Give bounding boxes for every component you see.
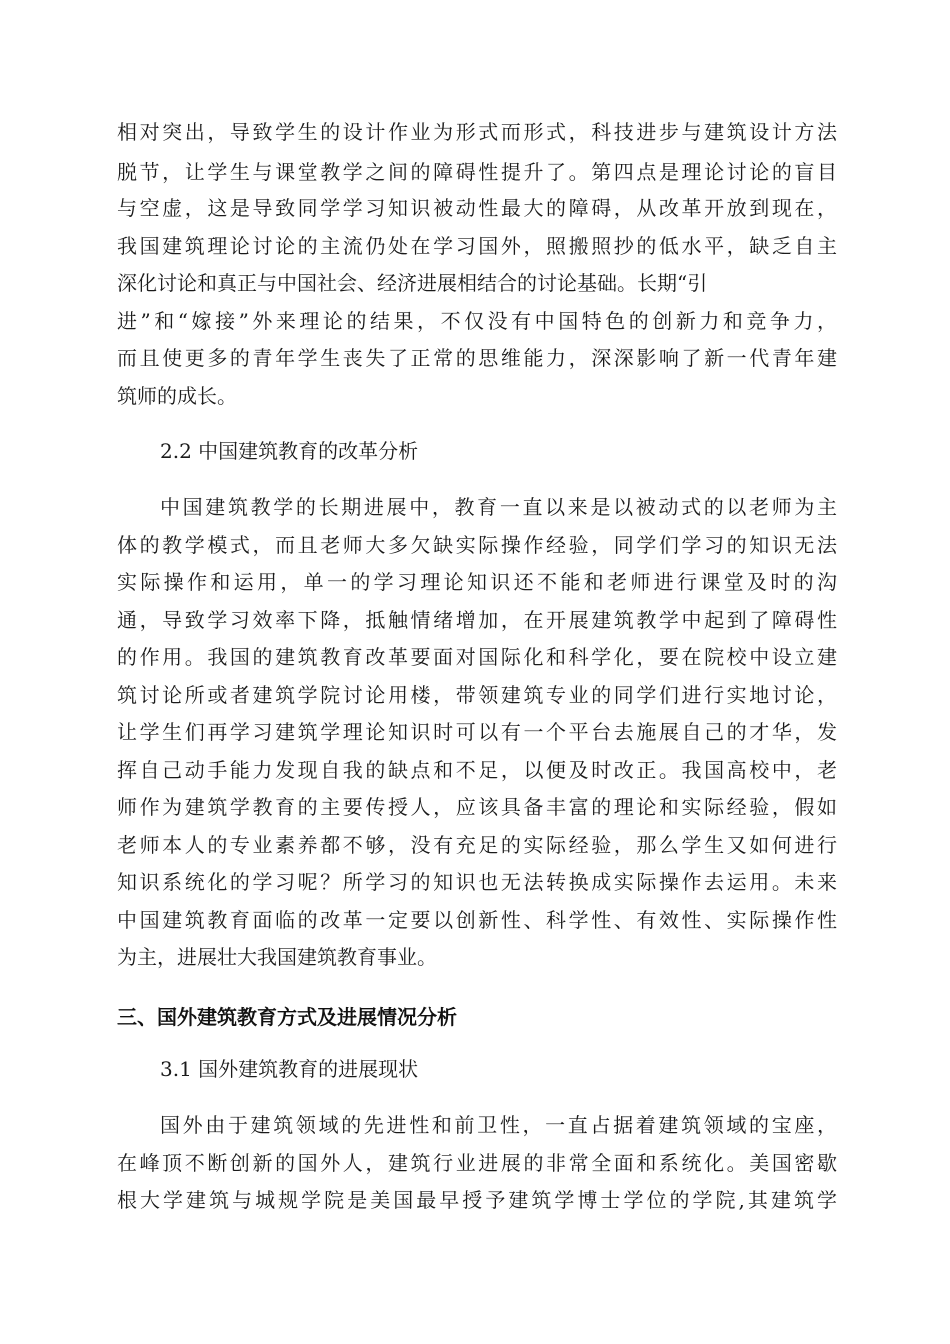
- text-line: 挥自己动手能力发现自我的缺点和不足，以便及时改正。我国高校中，老: [117, 758, 837, 782]
- text-line: 根大学建筑与城规学院是美国最早授予建筑学博士学位的学院,其建筑学: [117, 1188, 837, 1212]
- text-line: 老师本人的专业素养都不够，没有充足的实际经验，那么学生又如何进行: [117, 833, 837, 857]
- text-line: 的作用。我国的建筑教育改革要面对国际化和科学化，要在院校中设立建: [117, 645, 837, 669]
- text-line: 相对突出，导致学生的设计作业为形式而形式，科技进步与建筑设计方法: [117, 120, 837, 144]
- text-line: 进”和“嫁接”外来理论的结果，不仅没有中国特色的创新力和竞争力，: [117, 309, 837, 333]
- section-3-title: 三、国外建筑教育方式及进展情况分析: [117, 1005, 457, 1029]
- text-line: 深化讨论和真正与中国社会、经济进展相结合的讨论基础。长期“引: [117, 271, 708, 295]
- text-line: 在峰顶不断创新的国外人，建筑行业进展的非常全面和系统化。美国密歇: [117, 1151, 837, 1175]
- text-line: 为主，进展壮大我国建筑教育事业。: [117, 945, 437, 969]
- text-line: 通，导致学习效率下降，抵触情绪增加，在开展建筑教学中起到了障碍性: [117, 608, 837, 632]
- subheading-3-1: 3.1 国外建筑教育的进展现状: [160, 1057, 419, 1081]
- text-line: 而且使更多的青年学生丧失了正常的思维能力，深深影响了新一代青年建: [117, 346, 837, 370]
- text-line: 实际操作和运用，单一的学习理论知识还不能和老师进行课堂及时的沟: [117, 570, 837, 594]
- text-line: 知识系统化的学习呢？所学习的知识也无法转换成实际操作去运用。未来: [117, 870, 837, 894]
- subheading-2-2: 2.2 中国建筑教育的改革分析: [160, 439, 419, 463]
- text-line: 筑讨论所或者建筑学院讨论用楼，带领建筑专业的同学们进行实地讨论，: [117, 683, 837, 707]
- text-line: 脱节，让学生与课堂教学之间的障碍性提升了。第四点是理论讨论的盲目: [117, 160, 837, 184]
- text-line: 中国建筑教育面临的改革一定要以创新性、科学性、有效性、实际操作性: [117, 908, 837, 932]
- text-line: 与空虚，这是导致同学学习知识被动性最大的障碍，从改革开放到现在，: [117, 196, 837, 220]
- text-line: 我国建筑理论讨论的主流仍处在学习国外，照搬照抄的低水平，缺乏自主: [117, 234, 837, 258]
- text-line: 国外由于建筑领域的先进性和前卫性，一直占据着建筑领域的宝座，: [160, 1113, 837, 1137]
- text-line: 筑师的成长。: [117, 384, 237, 408]
- text-line: 让学生们再学习建筑学理论知识时可以有一个平台去施展自己的才华，发: [117, 720, 837, 744]
- text-line: 师作为建筑学教育的主要传授人，应该具备丰富的理论和实际经验，假如: [117, 795, 837, 819]
- text-line: 体的教学模式，而且老师大多欠缺实际操作经验，同学们学习的知识无法: [117, 533, 837, 557]
- text-line: 中国建筑教学的长期进展中，教育一直以来是以被动式的以老师为主: [160, 495, 837, 519]
